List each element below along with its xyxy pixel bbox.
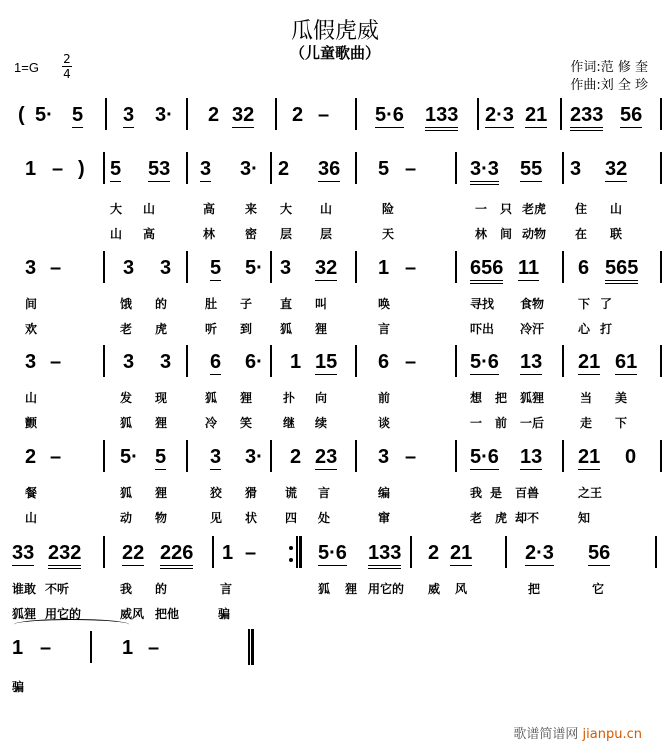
lyric-syllable: 大 xyxy=(280,202,293,216)
note: 21 xyxy=(578,446,601,468)
note: 133 xyxy=(425,104,458,131)
note: 21 xyxy=(450,542,473,564)
bar-line xyxy=(103,345,105,377)
bar-line xyxy=(270,251,272,283)
note: 2·3 xyxy=(485,104,514,126)
lyric-syllable: 狸 xyxy=(155,416,168,430)
bar-line xyxy=(455,251,457,283)
note: – xyxy=(50,257,62,279)
note: 61 xyxy=(615,351,638,373)
lyric-syllable: 前 xyxy=(378,391,391,405)
lyric-syllable: 密 xyxy=(245,227,258,241)
lyric-syllable: 见 xyxy=(210,511,223,525)
note: 6· xyxy=(245,351,263,373)
note: 33 xyxy=(12,542,35,564)
repeat-dot xyxy=(289,558,293,562)
lyric-syllable: 狐 xyxy=(318,582,331,596)
bar-line xyxy=(355,345,357,377)
note: – xyxy=(50,446,62,468)
lyric-syllable: 险 xyxy=(382,202,395,216)
note: 6 xyxy=(578,257,590,279)
lyric-syllable: 餐 xyxy=(25,486,38,500)
lyric-syllable: 动 xyxy=(120,511,133,525)
note: 13 xyxy=(520,351,543,373)
lyric-syllable: 肚 xyxy=(205,297,218,311)
tie xyxy=(14,619,129,630)
note: 5· xyxy=(35,104,53,126)
lyric-syllable: 高 xyxy=(203,202,216,216)
repeat-dot xyxy=(289,546,293,550)
lyric-syllable: 继 xyxy=(283,416,296,430)
lyric-syllable: 下 xyxy=(578,297,591,311)
note: – xyxy=(245,542,257,564)
time-signature xyxy=(62,52,72,81)
bar-line xyxy=(355,98,357,130)
lyric-syllable: 谎 xyxy=(285,486,298,500)
note: 232 xyxy=(48,542,81,569)
lyric-syllable: 老 xyxy=(120,322,133,336)
lyric-syllable: 谈 xyxy=(378,416,391,430)
lyric-syllable: 前 xyxy=(495,416,508,430)
note: 3 xyxy=(378,446,390,468)
lyric-syllable: 谁敢 xyxy=(12,582,37,596)
bar-line xyxy=(270,440,272,472)
lyric-syllable: 窜 xyxy=(378,511,391,525)
bar-line xyxy=(212,536,214,568)
bar-line xyxy=(562,251,564,283)
lyricist-credit: 作词:范 修 奎 xyxy=(570,60,648,75)
note: – xyxy=(40,637,52,659)
bar-line xyxy=(410,536,412,568)
time-top: 2 xyxy=(63,52,71,66)
lyric-syllable: 打 xyxy=(600,322,613,336)
lyric-syllable: 想 xyxy=(470,391,483,405)
bar-line xyxy=(562,345,564,377)
lyric-syllable: 的 xyxy=(155,582,168,596)
note: 1 xyxy=(122,637,134,659)
lyric-syllable: 寻找 xyxy=(470,297,495,311)
bar-line xyxy=(355,440,357,472)
lyric-syllable: 骗 xyxy=(12,680,25,694)
note: 226 xyxy=(160,542,193,569)
note: 5·6 xyxy=(470,446,499,468)
lyric-syllable: 狸 xyxy=(155,486,168,500)
note: 5 xyxy=(110,158,122,180)
lyric-syllable: 四 xyxy=(285,511,298,525)
note: 233 xyxy=(570,104,603,131)
note: 5 xyxy=(210,257,222,279)
lyric-syllable: 山 xyxy=(320,202,333,216)
lyric-syllable: 言 xyxy=(220,582,233,596)
bar-line xyxy=(660,345,662,377)
note: 2 xyxy=(292,104,304,126)
lyric-syllable: 美 xyxy=(615,391,628,405)
bar-line xyxy=(660,152,662,184)
lyric-syllable: 我 xyxy=(120,582,133,596)
lyric-syllable: 狐狸 xyxy=(520,391,545,405)
note: – xyxy=(405,257,417,279)
lyric-syllable: 狡 xyxy=(210,486,223,500)
note: 53 xyxy=(148,158,171,180)
note: 21 xyxy=(578,351,601,373)
lyric-syllable: 把 xyxy=(528,582,541,596)
lyric-syllable: 威 xyxy=(428,582,441,596)
lyric-syllable: 动物 xyxy=(522,227,547,241)
lyric-syllable: 现 xyxy=(155,391,168,405)
lyric-syllable: 狸 xyxy=(315,322,328,336)
bar-line xyxy=(275,98,277,130)
bar-line xyxy=(105,98,107,130)
lyric-syllable: 我 xyxy=(470,486,483,500)
lyric-syllable: 狐 xyxy=(280,322,293,336)
note: 3 xyxy=(160,257,172,279)
repeat-barline xyxy=(296,536,302,568)
note: – xyxy=(405,446,417,468)
lyric-syllable: 把他 xyxy=(155,607,180,621)
time-bottom: 4 xyxy=(63,67,71,81)
lyric-syllable: 它 xyxy=(592,582,605,596)
lyric-syllable: 山 xyxy=(610,202,623,216)
lyric-syllable: 到 xyxy=(240,322,253,336)
lyric-syllable: 老虎 xyxy=(522,202,547,216)
note: – xyxy=(405,351,417,373)
lyric-syllable: 笑 xyxy=(240,416,253,430)
note: 2 xyxy=(428,542,440,564)
lyric-syllable: 下 xyxy=(615,416,628,430)
note: 3 xyxy=(280,257,292,279)
lyric-syllable: 饿 xyxy=(120,297,133,311)
lyric-syllable: 向 xyxy=(315,391,328,405)
note: 3 xyxy=(123,104,135,126)
bar-line xyxy=(355,251,357,283)
note: 21 xyxy=(525,104,548,126)
note: – xyxy=(148,637,160,659)
note: 32 xyxy=(605,158,628,180)
note: – xyxy=(50,351,62,373)
lyric-syllable: 在 xyxy=(575,227,588,241)
bar-line xyxy=(186,152,188,184)
lyric-syllable: 一 xyxy=(475,202,488,216)
lyric-syllable: 威风 xyxy=(120,607,145,621)
note: 3 xyxy=(123,257,135,279)
bar-line xyxy=(186,251,188,283)
note: 1 xyxy=(25,158,37,180)
lyric-syllable: 高 xyxy=(143,227,156,241)
note: 5·6 xyxy=(318,542,347,564)
note: – xyxy=(52,158,64,180)
note: 3 xyxy=(25,351,37,373)
note: 3 xyxy=(570,158,582,180)
lyric-syllable: 一后 xyxy=(520,416,545,430)
note: 5· xyxy=(120,446,138,468)
lyric-syllable: 把 xyxy=(495,391,508,405)
lyric-syllable: 联 xyxy=(610,227,623,241)
note: – xyxy=(405,158,417,180)
note: 3· xyxy=(155,104,173,126)
note: 56 xyxy=(588,542,611,564)
lyric-syllable: 物 xyxy=(155,511,168,525)
lyric-syllable: 间 xyxy=(25,297,38,311)
note: 5·6 xyxy=(470,351,499,373)
lyric-syllable: 老 xyxy=(470,511,483,525)
note: 2 xyxy=(208,104,220,126)
lyric-syllable: 知 xyxy=(578,511,591,525)
bar-line xyxy=(560,98,562,130)
lyric-syllable: 子 xyxy=(240,297,253,311)
lyric-syllable: 山 xyxy=(25,391,38,405)
lyric-syllable: 唤 xyxy=(378,297,391,311)
note: 3 xyxy=(200,158,212,180)
lyric-syllable: 之王 xyxy=(578,486,603,500)
bar-line xyxy=(455,152,457,184)
lyric-syllable: 虎 xyxy=(495,511,508,525)
lyric-syllable: 状 xyxy=(245,511,258,525)
bar-line xyxy=(562,440,564,472)
note: 13 xyxy=(520,446,543,468)
bar-line xyxy=(186,345,188,377)
bar-line xyxy=(103,152,105,184)
lyric-syllable: 走 xyxy=(580,416,593,430)
lyric-syllable: 言 xyxy=(378,322,391,336)
note: 3 xyxy=(210,446,222,468)
bar-line xyxy=(103,440,105,472)
lyric-syllable: 欢 xyxy=(25,322,38,336)
note: 56 xyxy=(620,104,643,126)
lyric-syllable: 当 xyxy=(580,391,593,405)
note: 3·3 xyxy=(470,158,499,185)
bar-line xyxy=(103,251,105,283)
lyric-syllable: 山 xyxy=(25,511,38,525)
lyric-syllable: 直 xyxy=(280,297,293,311)
lyric-syllable: 的 xyxy=(155,297,168,311)
note: 565 xyxy=(605,257,638,284)
song-title: 瓜假虎威 xyxy=(290,19,379,44)
lyric-syllable: 间 xyxy=(500,227,513,241)
lyric-syllable: 狐 xyxy=(205,391,218,405)
final-barline xyxy=(248,629,254,665)
bar-line xyxy=(505,536,507,568)
lyric-syllable: 听 xyxy=(205,322,218,336)
watermark-en: jianpu.cn xyxy=(582,727,642,742)
lyric-syllable: 天 xyxy=(382,227,395,241)
note: 3· xyxy=(240,158,258,180)
lyric-syllable: 狐 xyxy=(120,486,133,500)
note: 1 xyxy=(290,351,302,373)
note: 133 xyxy=(368,542,401,569)
lyric-syllable: 大 xyxy=(110,202,123,216)
lyric-syllable: 狐 xyxy=(120,416,133,430)
note: ( xyxy=(18,104,25,126)
lyric-syllable: 一 xyxy=(470,416,483,430)
bar-line xyxy=(355,152,357,184)
lyric-syllable: 虎 xyxy=(155,322,168,336)
note: 15 xyxy=(315,351,338,373)
note: ) xyxy=(78,158,85,180)
lyric-syllable: 狐狸 xyxy=(12,607,37,621)
lyric-syllable: 住 xyxy=(575,202,588,216)
lyric-syllable: 林 xyxy=(475,227,488,241)
note: 2·3 xyxy=(525,542,554,564)
note: 6 xyxy=(378,351,390,373)
lyric-syllable: 山 xyxy=(143,202,156,216)
lyric-syllable: 冷汗 xyxy=(520,322,545,336)
note: 3 xyxy=(123,351,135,373)
note: 22 xyxy=(122,542,145,564)
lyric-syllable: 层 xyxy=(280,227,293,241)
lyric-syllable: 林 xyxy=(203,227,216,241)
lyric-syllable: 食物 xyxy=(520,297,545,311)
note: 5·6 xyxy=(375,104,404,126)
lyric-syllable: 冷 xyxy=(205,416,218,430)
bar-line xyxy=(455,440,457,472)
note: 6 xyxy=(210,351,222,373)
bar-line xyxy=(186,440,188,472)
composer-credit: 作曲:刘 全 珍 xyxy=(570,78,648,93)
note: 2 xyxy=(25,446,37,468)
note: – xyxy=(318,104,330,126)
lyric-syllable: 心 xyxy=(578,322,591,336)
lyric-syllable: 骗 xyxy=(218,607,231,621)
watermark xyxy=(513,723,642,742)
bar-line xyxy=(660,251,662,283)
lyric-syllable: 发 xyxy=(120,391,133,405)
lyric-syllable: 狸 xyxy=(240,391,253,405)
lyric-syllable: 是 xyxy=(490,486,503,500)
note: 3· xyxy=(245,446,263,468)
lyric-syllable: 扑 xyxy=(283,391,296,405)
lyric-syllable: 处 xyxy=(318,511,331,525)
song-subtitle: （儿童歌曲） xyxy=(289,44,380,62)
bar-line xyxy=(270,152,272,184)
note: 5· xyxy=(245,257,263,279)
note: 32 xyxy=(232,104,255,126)
note: 23 xyxy=(315,446,338,468)
note: 1 xyxy=(378,257,390,279)
lyric-syllable: 用它的 xyxy=(368,582,405,596)
note: 3 xyxy=(25,257,37,279)
lyric-syllable: 编 xyxy=(378,486,391,500)
lyric-syllable: 层 xyxy=(320,227,333,241)
note: 55 xyxy=(520,158,543,180)
note: 1 xyxy=(222,542,234,564)
lyric-syllable: 了 xyxy=(600,297,613,311)
bar-line xyxy=(186,98,188,130)
lyric-syllable: 来 xyxy=(245,202,258,216)
bar-line xyxy=(270,345,272,377)
lyric-syllable: 言 xyxy=(318,486,331,500)
note: 5 xyxy=(378,158,390,180)
note: 1 xyxy=(12,637,24,659)
lyric-syllable: 不听 xyxy=(45,582,70,596)
lyric-syllable: 狸 xyxy=(345,582,358,596)
lyric-syllable: 猾 xyxy=(245,486,258,500)
note: 2 xyxy=(278,158,290,180)
note: 5 xyxy=(72,104,84,126)
note: 656 xyxy=(470,257,503,284)
note: 2 xyxy=(290,446,302,468)
bar-line xyxy=(660,440,662,472)
lyric-syllable: 只 xyxy=(500,202,513,216)
lyric-syllable: 吓出 xyxy=(470,322,495,336)
lyric-syllable: 风 xyxy=(455,582,468,596)
bar-line xyxy=(90,631,92,663)
watermark-cn: 歌谱简谱网 xyxy=(513,727,579,742)
lyric-syllable: 续 xyxy=(315,416,328,430)
bar-line xyxy=(455,345,457,377)
note: 36 xyxy=(318,158,341,180)
bar-line xyxy=(103,536,105,568)
lyric-syllable: 叫 xyxy=(315,297,328,311)
bar-line xyxy=(660,98,662,130)
lyric-syllable: 却不 xyxy=(515,511,540,525)
lyric-syllable: 山 xyxy=(110,227,123,241)
note: 32 xyxy=(315,257,338,279)
lyric-syllable: 用它的 xyxy=(45,607,82,621)
note: 3 xyxy=(160,351,172,373)
note: 0 xyxy=(625,446,637,468)
lyric-syllable: 百兽 xyxy=(515,486,540,500)
bar-line xyxy=(562,152,564,184)
lyric-syllable: 颤 xyxy=(25,416,38,430)
note: 5 xyxy=(155,446,167,468)
note: 11 xyxy=(518,257,540,279)
key-signature: 1=G xyxy=(14,60,39,75)
bar-line xyxy=(655,536,657,568)
bar-line xyxy=(477,98,479,130)
